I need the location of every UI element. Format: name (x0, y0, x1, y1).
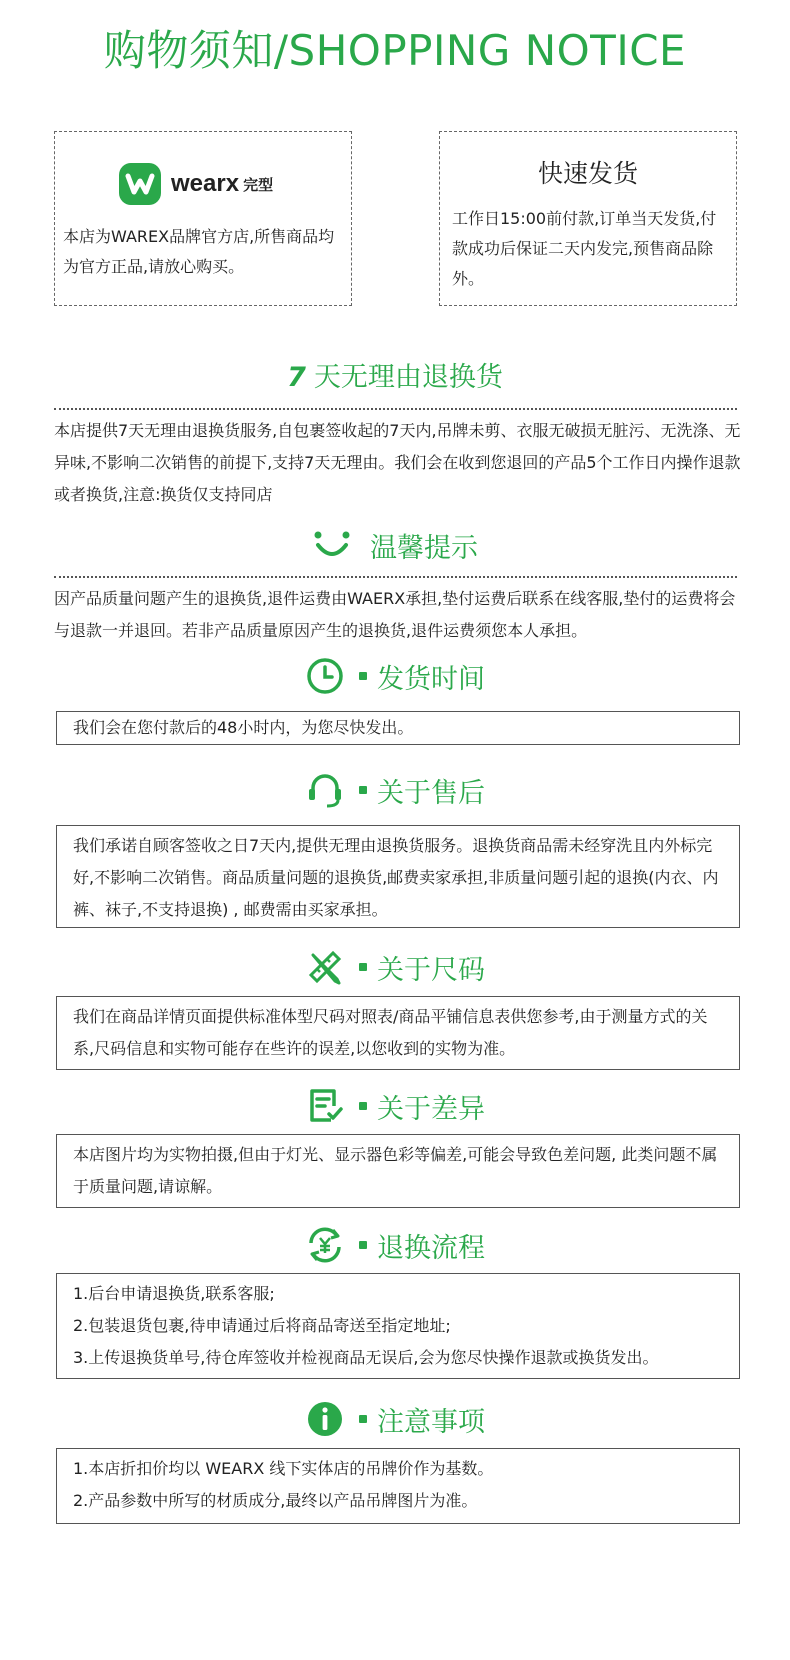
clock-icon (305, 656, 345, 696)
return-heading-number: 7 (287, 362, 306, 393)
box-line: 1.后台申请退换货,联系客服; (73, 1284, 275, 1303)
section-heading-size (0, 944, 790, 990)
return-heading-text: 天无理由退换货 (313, 362, 503, 393)
bullet-dot (359, 963, 367, 971)
return-policy-text: 本店提供7天无理由退换货服务,自包裹签收起的7天内,吊牌未剪、衣服无破损无脏污、无洗涤、无异味,不影响二次销售的前提下,支持7天无理由。我们会在收到您退回的产品5个工作日内操作退款或者换货,注意:换货仅支持同店 (54, 421, 741, 504)
brand-card-text: 本店为WAREX品牌官方店,所售商品均为官方正品,请放心购买。 (63, 227, 335, 276)
shipping-card-heading: 快速发货 (537, 159, 638, 188)
section-heading-aftersale (0, 767, 790, 813)
bullet-dot (359, 786, 367, 794)
bullet-dot (359, 1241, 367, 1249)
document-check-icon (305, 1086, 345, 1126)
divider (54, 576, 737, 578)
headset-icon (305, 770, 345, 810)
bullet-dot (359, 1102, 367, 1110)
ruler-pencil-icon (305, 947, 345, 987)
wearx-logo-icon (119, 163, 161, 205)
section-heading-process (0, 1222, 790, 1268)
box-line: 2.产品参数中所写的材质成分,最终以产品吊牌图片为准。 (73, 1491, 478, 1510)
difference-box (56, 1134, 740, 1208)
page-title: 购物须知/SHOPPING NOTICE (103, 26, 687, 75)
tips-heading-text: 温馨提示 (370, 533, 478, 564)
bullet-dot (359, 1415, 367, 1423)
section-title: 关于差异 (377, 1093, 485, 1125)
tips-text: 因产品质量问题产生的退换货,退件运费由WAERX承担,垫付运费后联系在线客服,垫付的运费将会与退款一并退回。若非产品质量原因产生的退换货,退件运费须您本人承担。 (54, 589, 736, 640)
return-heading (0, 355, 790, 394)
box-line: 本店图片均为实物拍摄,但由于灯光、显示器色彩等偏差,可能会导致色差问题, 此类问题不属于质量问题,请谅解。 (73, 1145, 718, 1196)
brand-card (54, 131, 352, 306)
box-line: 我们承诺自顾客签收之日7天内,提供无理由退换货服务。退换货商品需未经穿洗且内外标完好,不影响二次销售。商品质量问题的退换货,邮费卖家承担,非质量问题引起的退换(内衣、内裤、袜子,不支持退换) , 邮费需由买家承担。 (73, 836, 719, 919)
section-heading-notes (0, 1396, 790, 1442)
section-heading-difference (0, 1083, 790, 1129)
section-title: 发货时间 (377, 663, 485, 695)
size-box (56, 996, 740, 1070)
aftersale-box (56, 825, 740, 928)
delivery-box (56, 711, 740, 745)
box-line: 3.上传退换货单号,待仓库签收并检视商品无误后,会为您尽快操作退款或换货发出。 (73, 1348, 659, 1367)
divider (54, 408, 737, 410)
notes-box (56, 1448, 740, 1524)
box-line: 1.本店折扣价均以 WEARX 线下实体店的吊牌价作为基数。 (73, 1459, 494, 1478)
box-line: 2.包装退货包裹,待申请通过后将商品寄送至指定地址; (73, 1316, 451, 1335)
tips-heading (0, 526, 790, 565)
section-title: 注意事项 (377, 1406, 485, 1438)
box-line: 我们会在您付款后的48小时内，为您尽快发出。 (73, 718, 414, 737)
shipping-card-text: 工作日15:00前付款,订单当天发货,付款成功后保证二天内发完,预售商品除外。 (452, 209, 717, 288)
box-line: 我们在商品详情页面提供标准体型尺码对照表/商品平铺信息表供您参考,由于测量方式的关系,尺码信息和实物可能存在些许的误差,以您收到的实物为准。 (73, 1007, 708, 1058)
section-heading-delivery (0, 653, 790, 699)
logo-subtext: 完型 (243, 175, 274, 194)
exchange-yen-icon (305, 1225, 345, 1265)
bullet-dot (359, 672, 367, 680)
brand-logo (119, 162, 273, 206)
smile-icon (312, 529, 352, 563)
section-title: 关于售后 (377, 777, 485, 809)
info-icon (305, 1399, 345, 1439)
shipping-card (439, 131, 737, 306)
logo-text: wearx (171, 170, 240, 197)
process-box (56, 1273, 740, 1379)
section-title: 退换流程 (377, 1232, 485, 1264)
section-title: 关于尺码 (377, 954, 485, 986)
